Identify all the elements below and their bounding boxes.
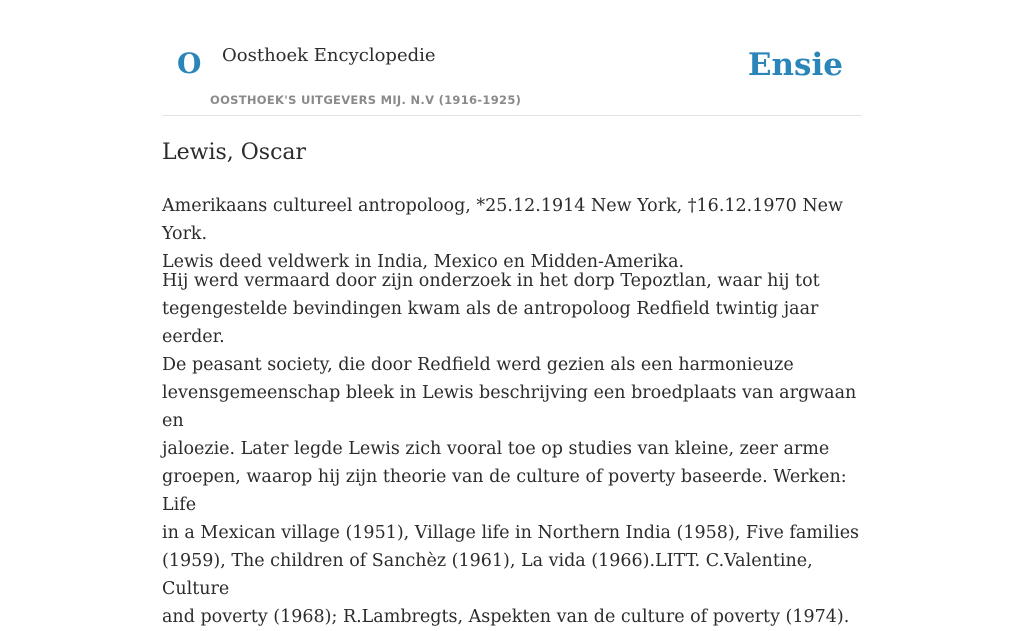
page-container: [162, 0, 862, 627]
ensie-logo-link[interactable]: Ensie: [747, 47, 843, 83]
article-paragraph: Amerikaans cultureel antropoloog, *25.12.1914 New York, †16.12.1970 New York. Lewis deed veldwerk in India, Mexico en Midden-Amerika.: [162, 196, 843, 272]
article-paragraph: Hij werd vermaard door zijn onderzoek in het dorp Tepoztlan, waar hij tot tegengestelde bevindingen kwam als de antropoloog Redfield twintig jaar eerder. De peasant society, die door Redfield werd gezien als een harmonieuze levensgemeenschap bleek in Lewis beschrijving een broedplaats van argwaan en jaloezie. Later legde Lewis zich vooral toe op studies van kleine, zeer arme groepen, waarop hij zijn theorie van de culture of poverty baseerde. Werken: Life in a Mexican village (1951), Village life in Northern India (1958), Five families (1959), The children of Sanchèz (1961), La vida (1966).LITT. C.Valentine, Culture and poverty (1968); R.Lambregts, Aspekten van de culture of poverty (1974).: [162, 271, 860, 627]
source-logo[interactable]: O: [177, 47, 202, 80]
source-header: [162, 0, 862, 116]
article-title: Lewis, Oscar: [162, 140, 307, 165]
source-title-link[interactable]: Oosthoek Encyclopedie: [222, 45, 436, 66]
source-publisher: OOSTHOEK'S UITGEVERS MIJ. N.V (1916-1925): [210, 93, 522, 107]
